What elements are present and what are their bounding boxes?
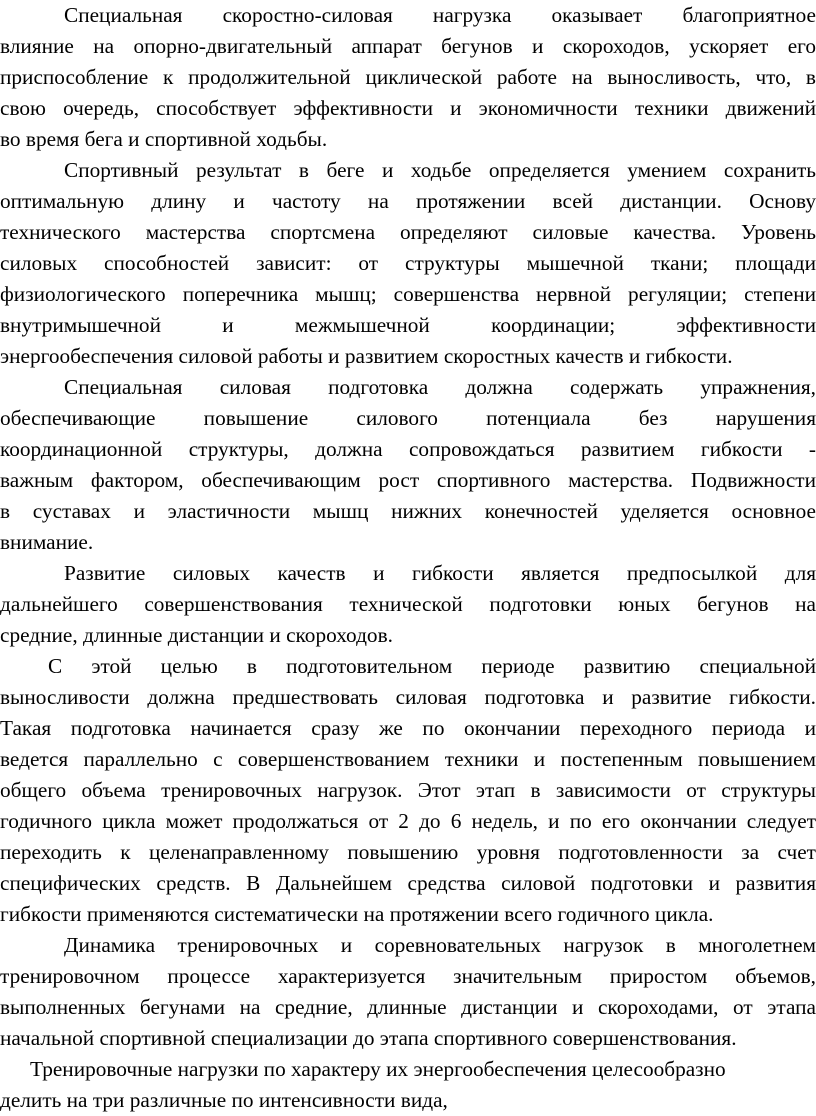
paragraph [0,558,816,651]
text-line: Специальная силовая подготовка должна содержать упражнения, [64,375,816,399]
text-line: Развитие силовых качеств и гибкости является предпосылкой для [64,561,816,585]
paragraph [0,0,816,155]
text-line: общего объема тренировочных нагрузок. Этот этап в зависимости от структуры [0,778,816,802]
text-line: физиологического поперечника мышц; совершенства нервной регуляции; степени [0,282,816,306]
paragraph [0,651,816,930]
text-line: ведется параллельно с совершенствованием техники и постепенным повышением [0,747,816,771]
text-line: переходить к целенаправленному повышению уровня подготовленности за счет [0,840,816,864]
text-line: свою очередь, способствует эффективности и экономичности техники движений [0,96,816,120]
text-line: делить на три различные по интенсивности вида, [0,1088,448,1112]
text-line: гибкости применяются систематически на протяжении всего годичного цикла. [0,902,714,926]
text-line: Спортивный результат в беге и ходьбе определяется умением сохранить [64,158,816,182]
text-line: приспособление к продолжительной циклической работе на выносливость, что, в [0,65,816,89]
paragraph [0,372,816,558]
text-line: в суставах и эластичности мышц нижних конечностей уделяется основное [0,499,816,523]
text-line: энергообеспечения силовой работы и развитием скоростных качеств и гибкости. [0,344,733,368]
text-line: средние, длинные дистанции и скороходов. [0,623,393,647]
text-line: Такая подготовка начинается сразу же по окончании переходного периода и [0,716,816,740]
paragraph [0,1054,816,1116]
text-line: тренировочном процессе характеризуется значительным приростом объемов, [0,964,816,988]
text-line: важным фактором, обеспечивающим рост спортивного мастерства. Подвижности [0,468,816,492]
text-line: технического мастерства спортсмена определяют силовые качества. Уровень [0,220,816,244]
text-line: Специальная скоростно-силовая нагрузка оказывает благоприятное [64,3,816,27]
text-line: внутримышечной и межмышечной координации; эффективности [0,313,816,337]
text-line: дальнейшего совершенствования технической подготовки юных бегунов на [0,592,816,616]
text-line: С этой целью в подготовительном периоде развитию специальной [48,654,816,678]
text-line: годичного цикла может продолжаться от 2 до 6 недель, и по его окончании следует [0,809,816,833]
text-line: влияние на опорно-двигательный аппарат бегунов и скороходов, ускоряет его [0,34,816,58]
text-line: координационной структуры, должна сопровождаться развитием гибкости - [0,437,816,461]
text-line: обеспечивающие повышение силового потенциала без нарушения [0,406,816,430]
text-line: оптимальную длину и частоту на протяжении всей дистанции. Основу [0,189,816,213]
text-line: начальной спортивной специализации до этапа спортивного совершенствования. [0,1026,737,1050]
text-line: во время бега и спортивной ходьбы. [0,127,328,151]
text-line: выносливости должна предшествовать силовая подготовка и развитие гибкости. [0,685,816,709]
text-line: внимание. [0,530,94,554]
text-line: Тренировочные нагрузки по характеру их энергообеспечения целесообразно [30,1057,726,1081]
text-line: силовых способностей зависит: от структуры мышечной ткани; площади [0,251,816,275]
text-line: выполненных бегунами на средние, длинные дистанции и скороходами, от этапа [0,995,816,1019]
text-line: специфических средств. В Дальнейшем средства силовой подготовки и развития [0,871,816,895]
paragraph [0,155,816,372]
paragraph [0,930,816,1054]
text-line: Динамика тренировочных и соревновательных нагрузок в многолетнем [64,933,816,957]
